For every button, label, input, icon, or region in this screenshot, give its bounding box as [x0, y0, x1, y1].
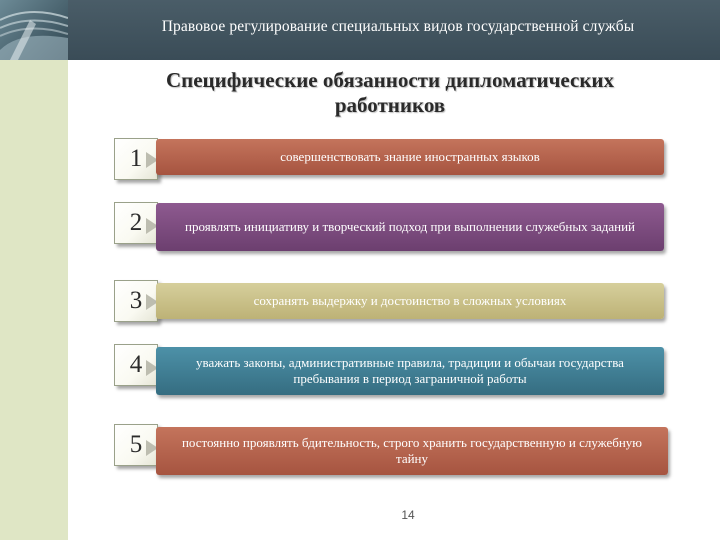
item-number-box: 2 — [114, 202, 158, 244]
item-text-band — [156, 427, 668, 475]
header-logo-image — [0, 0, 68, 60]
item-number-box: 1 — [114, 138, 158, 180]
item-number-box: 5 — [114, 424, 158, 466]
left-decorative-sidebar — [0, 0, 68, 540]
item-text-band — [156, 203, 664, 251]
item-text: совершенствовать знание иностранных языков — [280, 149, 540, 164]
item-text: уважать законы, административные правила, традиции и обычаи государства пребывания в период заграничной работы — [196, 355, 624, 386]
item-text-band — [156, 139, 664, 175]
item-text: сохранять выдержку и достоинство в сложных условиях — [253, 293, 567, 308]
item-number-box: 4 — [114, 344, 158, 386]
header-title: Правовое регулирование специальных видов государственной службы — [161, 18, 635, 35]
page-title: Специфические обязанности дипломатических работников — [165, 68, 615, 117]
slide-header-bar — [0, 0, 720, 60]
item-text: постоянно проявлять бдительность, строго хранить государственную и служебную тайну — [181, 435, 643, 466]
item-number-box: 3 — [114, 280, 158, 322]
item-text-band — [156, 283, 664, 319]
item-text-band — [156, 347, 664, 395]
page-number: 14 — [401, 508, 415, 522]
item-text: проявлять инициативу и творческий подход при выполнении служебных заданий — [184, 219, 635, 234]
